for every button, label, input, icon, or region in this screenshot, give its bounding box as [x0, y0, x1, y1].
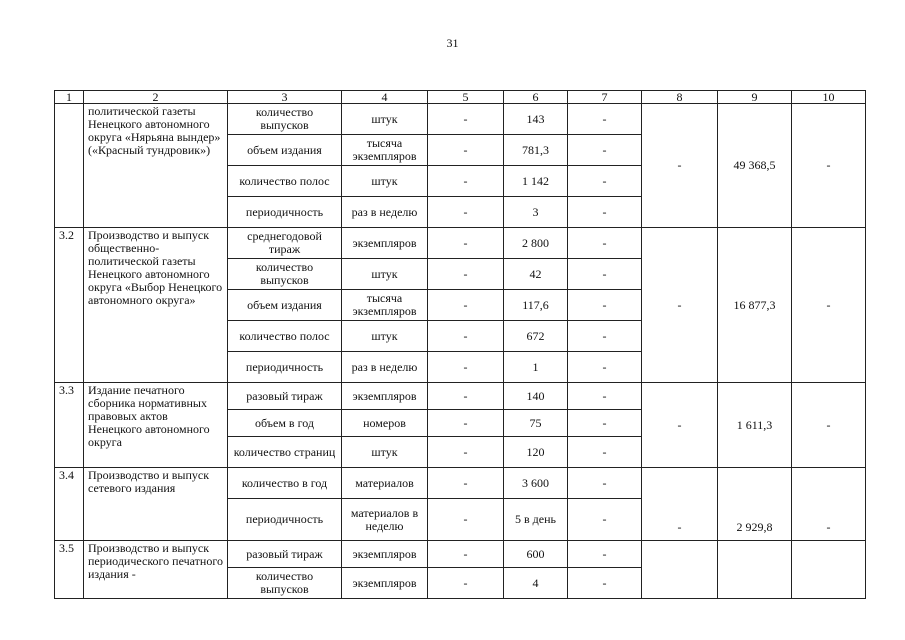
indicator-name: среднегодовой тираж — [228, 228, 342, 259]
amount-value: 1 611,3 — [718, 383, 792, 468]
col6-value: 143 — [504, 104, 568, 135]
col8-value: - — [642, 228, 718, 383]
col7-value: - — [568, 568, 642, 599]
col5-value: - — [428, 383, 504, 410]
col5-value: - — [428, 197, 504, 228]
col7-value: - — [568, 499, 642, 541]
header-cell: 6 — [504, 91, 568, 104]
col5-value: - — [428, 568, 504, 599]
header-row — [55, 91, 866, 104]
col5-value: - — [428, 541, 504, 568]
header-cell: 1 — [55, 91, 84, 104]
col6-value: 781,3 — [504, 135, 568, 166]
col5-value: - — [428, 321, 504, 352]
unit: штук — [342, 321, 428, 352]
indicator-name: количество полос — [228, 321, 342, 352]
col5-value: - — [428, 228, 504, 259]
unit: штук — [342, 104, 428, 135]
indicator-name: разовый тираж — [228, 541, 342, 568]
col6-value: 117,6 — [504, 290, 568, 321]
col6-value: 3 600 — [504, 468, 568, 499]
col5-value: - — [428, 499, 504, 541]
col6-value: 75 — [504, 410, 568, 437]
unit: раз в неделю — [342, 352, 428, 383]
unit: номеров — [342, 410, 428, 437]
col7-value: - — [568, 228, 642, 259]
indicator-name: периодичность — [228, 499, 342, 541]
indicator-name: количество выпусков — [228, 104, 342, 135]
col5-value: - — [428, 104, 504, 135]
indicator-name: количество в год — [228, 468, 342, 499]
col5-value: - — [428, 468, 504, 499]
indicator-name: объем издания — [228, 290, 342, 321]
unit: экземпляров — [342, 228, 428, 259]
col6-value: 140 — [504, 383, 568, 410]
header-cell: 7 — [568, 91, 642, 104]
section-description: Издание печатного сборника нормативных правовых актов Ненецкого автономного округа — [84, 383, 228, 468]
header-cell: 3 — [228, 91, 342, 104]
col7-value: - — [568, 383, 642, 410]
indicator-name: количество выпусков — [228, 568, 342, 599]
col7-value: - — [568, 468, 642, 499]
col7-value: - — [568, 197, 642, 228]
col5-value: - — [428, 259, 504, 290]
amount-value — [718, 541, 792, 599]
unit: экземпляров — [342, 541, 428, 568]
indicator-name: количество страниц — [228, 437, 342, 468]
indicator-name: объем в год — [228, 410, 342, 437]
section-number: 3.5 — [55, 541, 84, 599]
unit: штук — [342, 259, 428, 290]
col6-value: 672 — [504, 321, 568, 352]
unit: тысяча экземпляров — [342, 135, 428, 166]
section-description: Производство и выпуск общественно-политической газеты Ненецкого автономного округа «Выбор Ненецкого автономного округа» — [84, 228, 228, 383]
unit: тысяча экземпляров — [342, 290, 428, 321]
col7-value: - — [568, 541, 642, 568]
indicator-name: периодичность — [228, 197, 342, 228]
indicator-name: разовый тираж — [228, 383, 342, 410]
header-cell: 9 — [718, 91, 792, 104]
col5-value: - — [428, 135, 504, 166]
col7-value: - — [568, 259, 642, 290]
col10-value: - — [792, 383, 866, 468]
col10-value: - — [792, 228, 866, 383]
col6-value: 3 — [504, 197, 568, 228]
section-description: политической газеты Ненецкого автономного округа «Нярьяна вындер» («Красный тундровик») — [84, 104, 228, 228]
indicator-name: количество полос — [228, 166, 342, 197]
col7-value: - — [568, 166, 642, 197]
amount-value: 2 929,8 — [718, 468, 792, 541]
unit: раз в неделю — [342, 197, 428, 228]
col7-value: - — [568, 135, 642, 166]
col6-value: 120 — [504, 437, 568, 468]
col7-value: - — [568, 437, 642, 468]
col8-value: - — [642, 383, 718, 468]
col10-value: - — [792, 104, 866, 228]
section-number: 3.3 — [55, 383, 84, 468]
col6-value: 5 в день — [504, 499, 568, 541]
table-row — [55, 541, 866, 568]
program-table — [54, 90, 866, 599]
table-row — [55, 104, 866, 135]
unit: штук — [342, 166, 428, 197]
col7-value: - — [568, 352, 642, 383]
col8-value — [642, 541, 718, 599]
col5-value: - — [428, 410, 504, 437]
header-cell: 2 — [84, 91, 228, 104]
section-number — [55, 104, 84, 228]
header-cell: 8 — [642, 91, 718, 104]
header-cell: 5 — [428, 91, 504, 104]
col5-value: - — [428, 290, 504, 321]
col5-value: - — [428, 437, 504, 468]
col8-value: - — [642, 104, 718, 228]
col5-value: - — [428, 166, 504, 197]
table-row — [55, 383, 866, 410]
unit: экземпляров — [342, 383, 428, 410]
unit: материалов — [342, 468, 428, 499]
col6-value: 1 — [504, 352, 568, 383]
header-cell: 4 — [342, 91, 428, 104]
col5-value: - — [428, 352, 504, 383]
col10-value: - — [792, 468, 866, 541]
col8-value: - — [642, 468, 718, 541]
amount-value: 16 877,3 — [718, 228, 792, 383]
page-number: 31 — [446, 36, 459, 50]
section-number: 3.4 — [55, 468, 84, 541]
unit: штук — [342, 437, 428, 468]
table-row — [55, 468, 866, 499]
section-description: Производство и выпуск периодического печатного издания - — [84, 541, 228, 599]
section-description: Производство и выпуск сетевого издания — [84, 468, 228, 541]
amount-value: 49 368,5 — [718, 104, 792, 228]
section-number: 3.2 — [55, 228, 84, 383]
header-cell: 10 — [792, 91, 866, 104]
col6-value: 1 142 — [504, 166, 568, 197]
col6-value: 2 800 — [504, 228, 568, 259]
unit: материалов в неделю — [342, 499, 428, 541]
col7-value: - — [568, 321, 642, 352]
col6-value: 42 — [504, 259, 568, 290]
table-row — [55, 228, 866, 259]
indicator-name: объем издания — [228, 135, 342, 166]
col6-value: 4 — [504, 568, 568, 599]
indicator-name: периодичность — [228, 352, 342, 383]
col7-value: - — [568, 410, 642, 437]
col6-value: 600 — [504, 541, 568, 568]
col7-value: - — [568, 104, 642, 135]
indicator-name: количество выпусков — [228, 259, 342, 290]
unit: экземпляров — [342, 568, 428, 599]
col10-value — [792, 541, 866, 599]
col7-value: - — [568, 290, 642, 321]
